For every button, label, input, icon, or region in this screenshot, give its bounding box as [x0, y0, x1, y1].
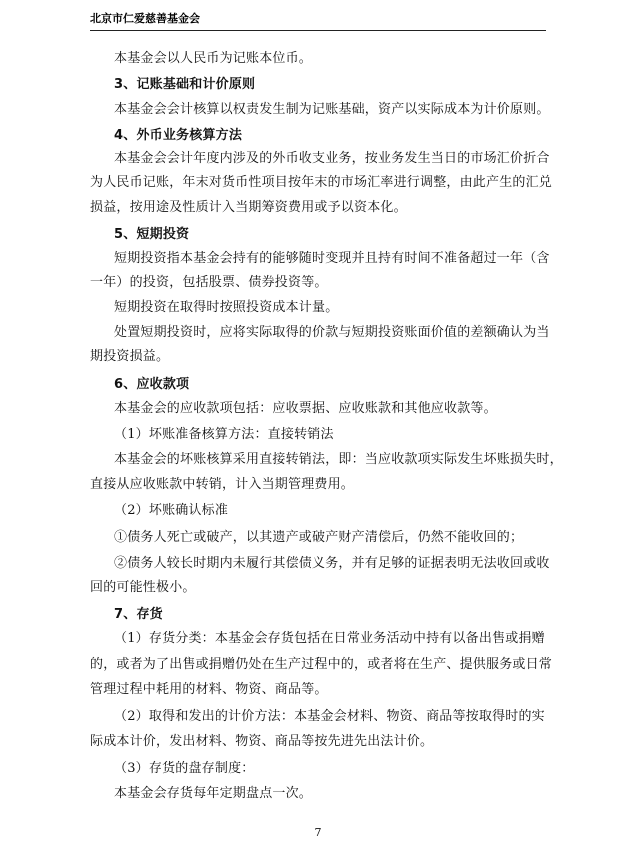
page-number: 7 [314, 826, 322, 839]
paragraph-line: 短期投资指本基金会持有的能够随时变现并且持有时间不准备超过一年（含 [114, 251, 550, 266]
page-header [90, 12, 546, 31]
paragraph-line: 短期投资在取得时按照投资成本计量。 [114, 300, 339, 315]
section-heading: 5、短期投资 [114, 227, 190, 242]
paragraph-line: （1）存货分类：本基金会存货包括在日常业务活动中持有以备出售或捐赠 [114, 631, 545, 646]
paragraph-line: 期投资损益。 [90, 349, 170, 364]
paragraph-line: 本基金会会计年度内涉及的外币收支业务，按业务发生当日的市场汇价折合 [114, 151, 550, 166]
paragraph-line: 为人民币记账，年末对货币性项目按年末的市场汇率进行调整，由此产生的汇兑 [90, 175, 553, 190]
paragraph-line: 处置短期投资时，应将实际取得的价款与短期投资账面价值的差额确认为当 [114, 325, 550, 340]
section-heading: 3、记账基础和计价原则 [114, 77, 256, 92]
paragraph-line: 本基金会以人民币为记账本位币。 [114, 51, 313, 66]
paragraph-line: 直接从应收账款中转销，计入当期管理费用。 [90, 477, 355, 492]
organization-name: 北京市仁爱慈善基金会 [90, 12, 200, 25]
paragraph-line: （2）坏账确认标准 [114, 503, 229, 518]
paragraph-line: 本基金会的坏账核算采用直接转销法，即：当应收款项实际发生坏账损失时， [114, 452, 563, 467]
section-heading: 7、存货 [114, 607, 163, 622]
paragraph-line: （1）坏账准备核算方法：直接转销法 [114, 427, 334, 442]
paragraph-line: 回的可能性极小。 [90, 580, 196, 595]
paragraph-line: ①债务人死亡或破产，以其遗产或破产财产清偿后，仍然不能收回的； [114, 530, 524, 545]
paragraph-line: 一年）的投资，包括股票、债券投资等。 [90, 275, 328, 290]
paragraph-line: （3）存货的盘存制度： [114, 761, 255, 776]
paragraph-line: ②债务人较长时期内未履行其偿债义务，并有足够的证据表明无法收回或收 [114, 556, 550, 571]
paragraph-line: 本基金会的应收款项包括：应收票据、应收账款和其他应收款等。 [114, 401, 497, 416]
paragraph-line: 际成本计价，发出材料、物资、商品等按先进先出法计价。 [90, 734, 434, 749]
paragraph-line: 管理过程中耗用的材料、物资、商品等。 [90, 682, 328, 697]
paragraph-line: 本基金会会计核算以权责发生制为记账基础，资产以实际成本为计价原则。 [114, 102, 550, 117]
paragraph-line: 本基金会存货每年定期盘点一次。 [114, 786, 313, 801]
section-heading: 6、应收款项 [114, 377, 190, 392]
paragraph-line: （2）取得和发出的计价方法：本基金会材料、物资、商品等按取得时的实 [114, 709, 545, 724]
paragraph-line: 的，或者为了出售或捐赠仍处在生产过程中的，或者将在生产、提供服务或日常 [90, 657, 553, 672]
paragraph-line: 损益，按用途及性质计入当期筹资费用或予以资本化。 [90, 200, 407, 215]
section-heading: 4、外币业务核算方法 [114, 128, 243, 143]
